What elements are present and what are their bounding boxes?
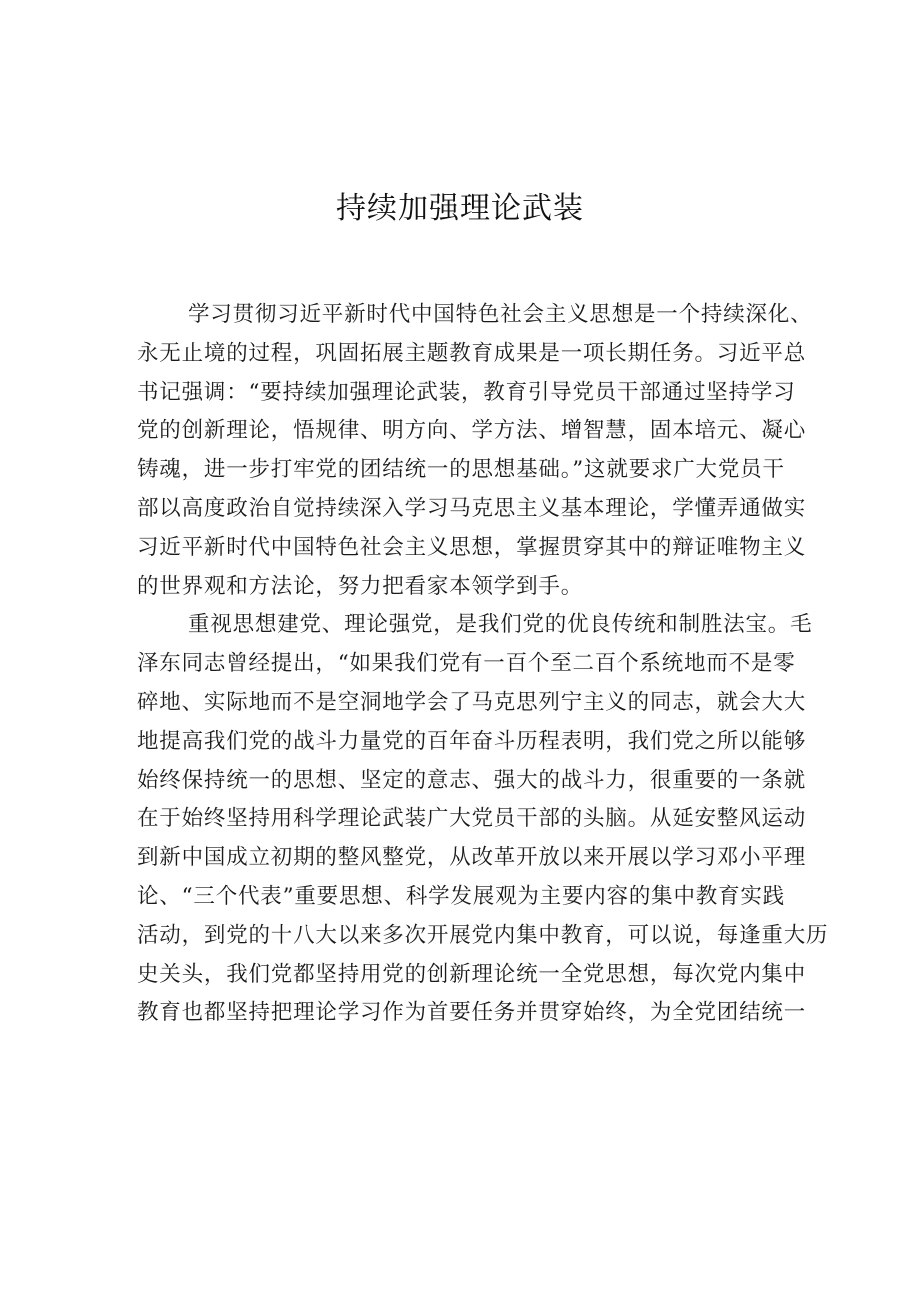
paragraph-line: 地提高我们党的战斗力量党的百年奋斗历程表明，我们党之所以能够 (137, 728, 807, 754)
paragraph-line: 教育也都坚持把理论学习作为首要任务并贯穿始终，为全党团结统一 (137, 1000, 807, 1026)
paragraph-line: 到新中国成立初期的整风整党，从改革开放以来开展以学习邓小平理 (137, 845, 807, 871)
paragraph-line: 史关头，我们党都坚持用党的创新理论统一全党思想，每次党内集中 (137, 961, 807, 987)
paragraph-line: 习近平新时代中国特色社会主义思想，掌握贯穿其中的辩证唯物主义 (137, 534, 807, 560)
paragraph-2 (137, 606, 829, 1033)
paragraph-line: 碎地、实际地而不是空洞地学会了马克思列宁主义的同志，就会大大 (137, 689, 807, 715)
paragraph-line: 党的创新理论，悟规律、明方向、学方法、增智慧，固本培元、凝心 (137, 418, 807, 444)
paragraph-line: 重视思想建党、理论强党，是我们党的优良传统和制胜法宝。毛 (188, 612, 813, 638)
paragraph-1 (137, 296, 813, 606)
paragraph-line: 始终保持统一的思想、坚定的意志、强大的战斗力，很重要的一条就 (137, 767, 807, 793)
paragraph-line: 论、“三个代表”重要思想、科学发展观为主要内容的集中教育实践 (137, 883, 785, 909)
paragraph-line: 铸魂，进一步打牢党的团结统一的思想基础。”这就要求广大党员干 (137, 457, 785, 483)
paragraph-line: 泽东同志曾经提出，“如果我们党有一百个至二百个系统地而不是零 (137, 651, 796, 677)
paragraph-line: 书记强调：“要持续加强理论武装，教育引导党员干部通过坚持学习 (137, 379, 796, 405)
paragraph-line: 在于始终坚持用科学理论武装广大党员干部的头脑。从延安整风运动 (137, 806, 807, 832)
paragraph-line: 学习贯彻习近平新时代中国特色社会主义思想是一个持续深化、 (188, 302, 813, 327)
document-title: 持续加强理论武装 (336, 191, 584, 226)
paragraph-line: 的世界观和方法论，努力把看家本领学到手。 (137, 573, 584, 599)
paragraph-line: 活动，到党的十八大以来多次开展党内集中教育，可以说，每逢重大历 (137, 922, 829, 948)
paragraph-line: 永无止境的过程，巩固拓展主题教育成果是一项长期任务。习近平总 (137, 340, 807, 366)
document-body (137, 296, 829, 1033)
paragraph-line: 部以高度政治自觉持续深入学习马克思主义基本理论，学懂弄通做实 (137, 495, 807, 521)
